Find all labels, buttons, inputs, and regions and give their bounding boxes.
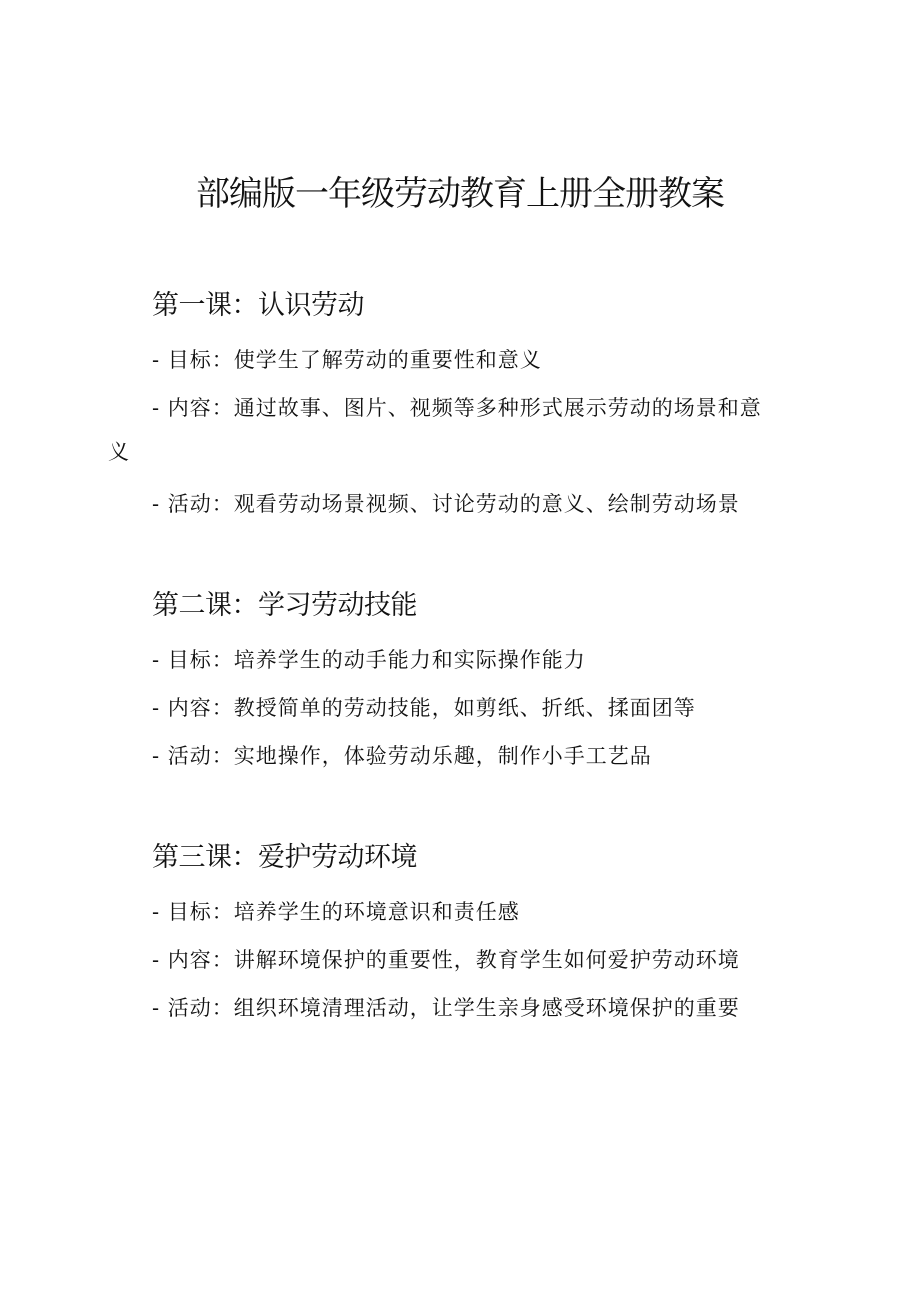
lesson-1-activity: - 活动：观看劳动场景视频、讨论劳动的意义、绘制劳动场景 <box>152 492 740 516</box>
lesson-3-section <box>152 836 832 1032</box>
lesson-2-content: - 内容：教授简单的劳动技能，如剪纸、折纸、揉面团等 <box>152 696 696 720</box>
lesson-3-content: - 内容：讲解环境保护的重要性，教育学生如何爱护劳动环境 <box>152 948 740 972</box>
lesson-2-section <box>152 584 832 780</box>
lesson-1-goal: - 目标：使学生了解劳动的重要性和意义 <box>152 348 542 372</box>
lesson-1-content: - 内容：通过故事、图片、视频等多种形式展示劳动的场景和意 <box>152 396 762 420</box>
lesson-2-heading: 第二课：学习劳动技能 <box>152 590 417 621</box>
lesson-3-heading: 第三课：爱护劳动环境 <box>152 842 417 873</box>
lesson-1-section <box>152 284 832 528</box>
lesson-2-activity: - 活动：实地操作，体验劳动乐趣，制作小手工艺品 <box>152 744 652 768</box>
lesson-2-goal: - 目标：培养学生的动手能力和实际操作能力 <box>152 648 586 672</box>
lesson-3-goal: - 目标：培养学生的环境意识和责任感 <box>152 900 520 924</box>
lesson-3-activity: - 活动：组织环境清理活动，让学生亲身感受环境保护的重要 <box>152 996 740 1020</box>
lesson-1-content-continuation: 义 <box>108 440 129 464</box>
document-title: 部编版一年级劳动教育上册全册教案 <box>196 174 724 214</box>
lesson-1-heading: 第一课：认识劳动 <box>152 290 364 321</box>
